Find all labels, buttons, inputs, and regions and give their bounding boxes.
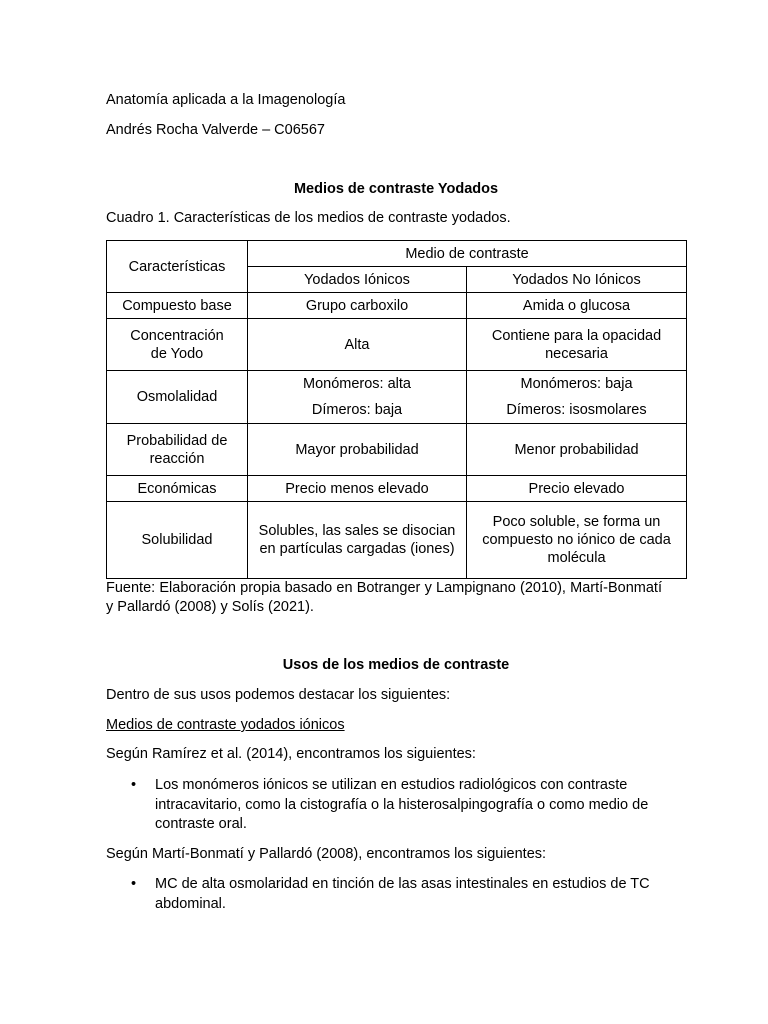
table-row [107,293,687,319]
table-row [107,371,687,424]
bullet-monomeros: Los monómeros iónicos se utilizan en estudios radiológicos con contraste intracavitario, como la cistografía o la histerosalpingografía o como medio de contraste oral. [155,777,649,832]
cell-nonionic [467,319,687,371]
cell-ionic [248,502,467,579]
cell-line: Dímeros: baja [311,402,403,418]
cell-ionic [248,424,467,476]
cell-line: Contiene para la opacidad necesaria [491,327,662,362]
subheading-ionic: Medios de contraste yodados iónicos [106,717,345,733]
bullet-marker: • [131,876,137,892]
source-note: Fuente: Elaboración propia basado en Botranger y Lampignano (2010), Martí-Bonmatí y Pallardó (2008) y Solís (2021). [106,580,662,615]
cell-feature: Probabilidad de reacción [107,424,248,476]
header-ionic: Yodados Iónicos [248,267,467,293]
bullet-marker: • [131,777,137,793]
cell-nonionic [467,476,687,502]
reference-ramirez: Según Ramírez et al. (2014), encontramos los siguientes: [106,746,476,762]
author-line: Andrés Rocha Valverde – C06567 [106,122,325,138]
cell-line: Solubles, las sales se disocian en partículas cargadas (iones) [258,523,456,557]
cell-line: Monómeros: alta [303,376,411,392]
cell-line: Menor probabilidad [514,441,639,458]
table-row [107,424,687,476]
section-intro: Dentro de sus usos podemos destacar los siguientes: [106,687,451,703]
reference-marti: Según Martí-Bonmatí y Pallardó (2008), encontramos los siguientes: [106,846,547,862]
header-features: Características [107,241,248,293]
header-medium: Medio de contraste [248,241,687,267]
contrast-table [106,240,687,579]
cell-line: Alta [344,336,370,353]
cell-ionic [248,293,467,319]
cell-nonionic [467,293,687,319]
table-row [107,319,687,371]
section-title: Usos de los medios de contraste [282,657,510,673]
cell-nonionic [467,371,687,424]
table-row [107,476,687,502]
cell-line: Mayor probabilidad [295,441,419,458]
cell-ionic [248,319,467,371]
cell-ionic [248,371,467,424]
cell-nonionic [467,502,687,579]
cell-ionic [248,476,467,502]
cell-line: Precio menos elevado [285,480,429,497]
cell-line: Precio elevado [528,480,625,497]
cell-feature: Osmolalidad [107,371,248,424]
cell-line: Dímeros: isosmolares [506,402,647,418]
cell-feature: Concentración de Yodo [107,319,248,371]
cell-feature: Solubilidad [107,502,248,579]
course-title: Anatomía aplicada a la Imagenología [106,92,346,108]
header-nonionic: Yodados No Iónicos [467,267,687,293]
cell-line: Amida o glucosa [522,297,631,314]
table-caption: Cuadro 1. Características de los medios de contraste yodados. [106,210,511,226]
cell-feature: Económicas [107,476,248,502]
cell-line: Monómeros: baja [520,376,633,392]
cell-nonionic [467,424,687,476]
bullet-alta-osmolaridad: MC de alta osmolaridad en tinción de las asas intestinales en estudios de TC abdominal. [155,876,650,912]
document-title: Medios de contraste Yodados [293,181,499,197]
cell-feature: Compuesto base [107,293,248,319]
cell-line: Poco soluble, se forma un compuesto no iónico de cada molécula [482,514,671,566]
cell-line: Grupo carboxilo [305,297,409,314]
table-row [107,502,687,579]
